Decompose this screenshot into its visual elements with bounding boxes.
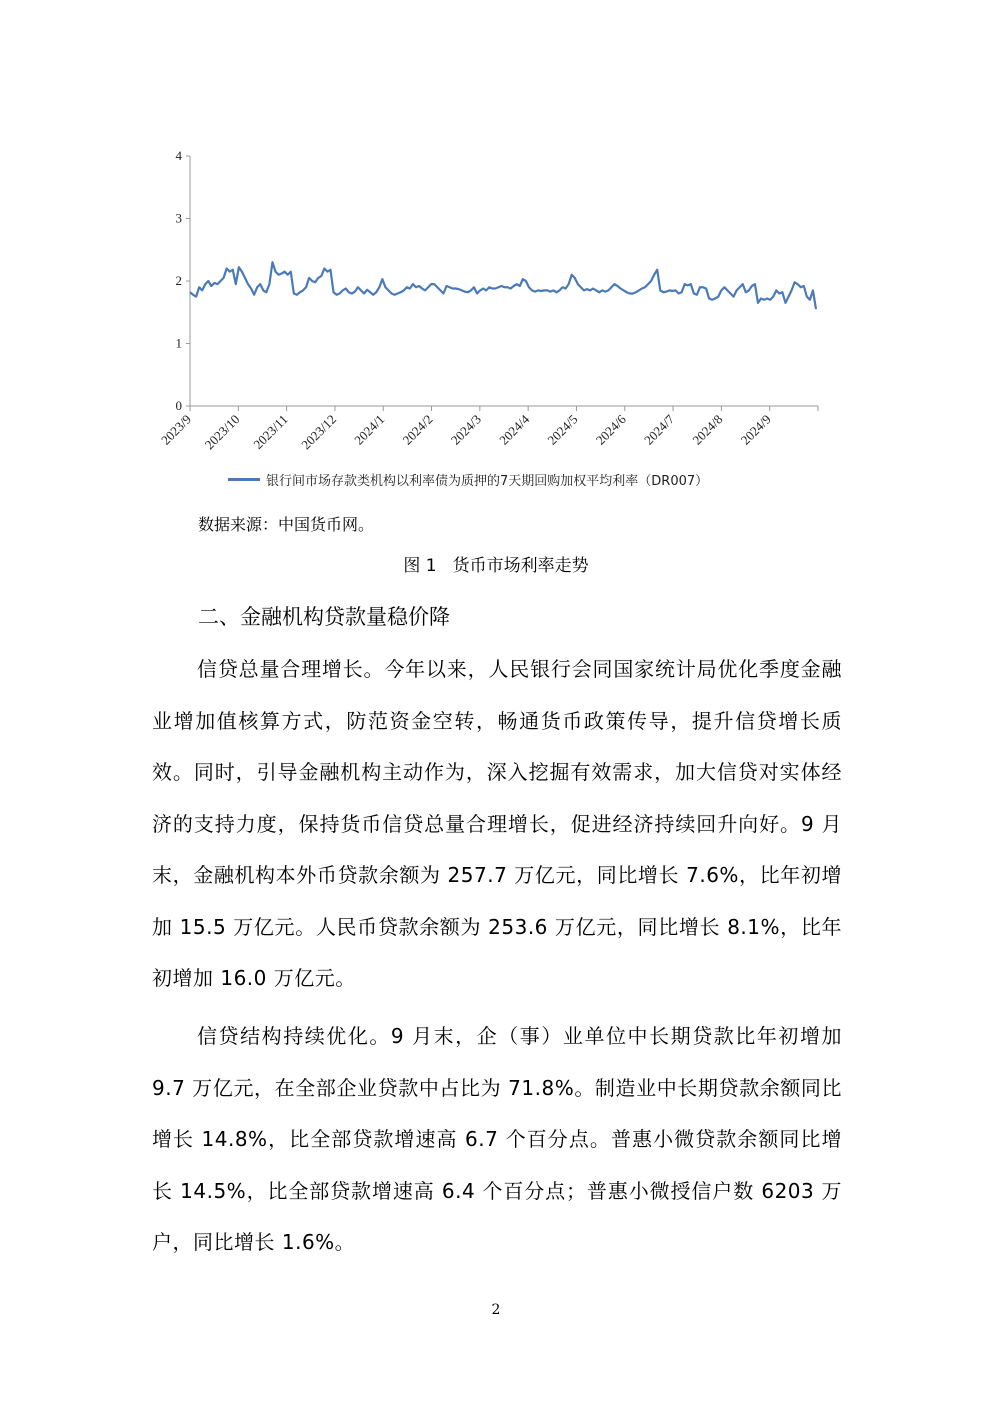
paragraph-credit-total: 信贷总量合理增长。今年以来，人民银行会同国家统计局优化季度金融业增加值核算方式，防范资金空转，畅通货币政策传导，提升信贷增长质效。同时，引导金融机构主动作为，深入挖掘有效需求，加大信贷对实体经济的支持力度，保持货币信贷总量合理增长，促进经济持续回升向好。9 月末，金融机构本外币贷款余额为 257.7 万亿元，同比增长 7.6%，比年初增加 15.5 万亿元。人民币贷款余额为 253.6 万亿元，同比增长 8.1%，比年初增加 16.0 万亿元。: [152, 657, 842, 990]
rate-chart: [140, 140, 840, 500]
x-tick-label: 2024/2: [399, 411, 436, 448]
x-tick-label: 2024/6: [592, 411, 629, 448]
x-tick-label: 2024/7: [641, 411, 678, 448]
x-tick-label: 2024/8: [689, 411, 726, 448]
figure-title: 货币市场利率走势: [452, 556, 589, 576]
x-tick-label: 2024/9: [737, 411, 774, 448]
section-title: 二、金融机构贷款量稳价降: [198, 605, 450, 629]
y-tick-label: 3: [175, 210, 182, 226]
y-tick-label: 4: [175, 148, 182, 163]
y-tick-label: 1: [175, 335, 182, 351]
x-tick-label: 2024/5: [544, 411, 581, 448]
figure-caption: [0, 551, 992, 576]
x-tick-label: 2024/4: [496, 411, 533, 448]
x-tick-label: 2023/11: [250, 411, 291, 452]
chart-legend: [228, 470, 708, 489]
series-line-dr007: [190, 262, 816, 309]
chart-svg: [140, 140, 840, 470]
y-tick-label: 0: [175, 398, 182, 413]
x-tick-label: 2024/1: [351, 411, 388, 448]
data-source-note: 数据来源：中国货币网。: [198, 515, 375, 534]
legend-label: 银行间市场存款类机构以利率债为质押的7天期回购加权平均利率（DR007）: [266, 474, 709, 489]
paragraph-credit-structure: 信贷结构持续优化。9 月末，企（事）业单位中长期贷款比年初增加 9.7 万亿元，在全部企业贷款中占比为 71.8%。制造业中长期贷款余额同比增长 14.8%，比全部贷款增速高 6.7 个百分点。普惠小微贷款余额同比增长 14.5%，比全部贷款增速高 6.4 个百分点；普惠小微授信户数 6203 万户，同比增长 1.6%。: [152, 1024, 842, 1254]
legend-line-swatch: [228, 478, 260, 481]
x-tick-label: 2023/9: [157, 411, 195, 448]
x-tick-label: 2023/10: [201, 411, 243, 453]
y-tick-label: 2: [175, 273, 182, 288]
x-tick-label: 2023/12: [298, 411, 340, 453]
page-number: 2: [491, 1302, 501, 1318]
x-tick-label: 2024/3: [447, 411, 484, 448]
figure-number: 图 1: [403, 556, 437, 576]
